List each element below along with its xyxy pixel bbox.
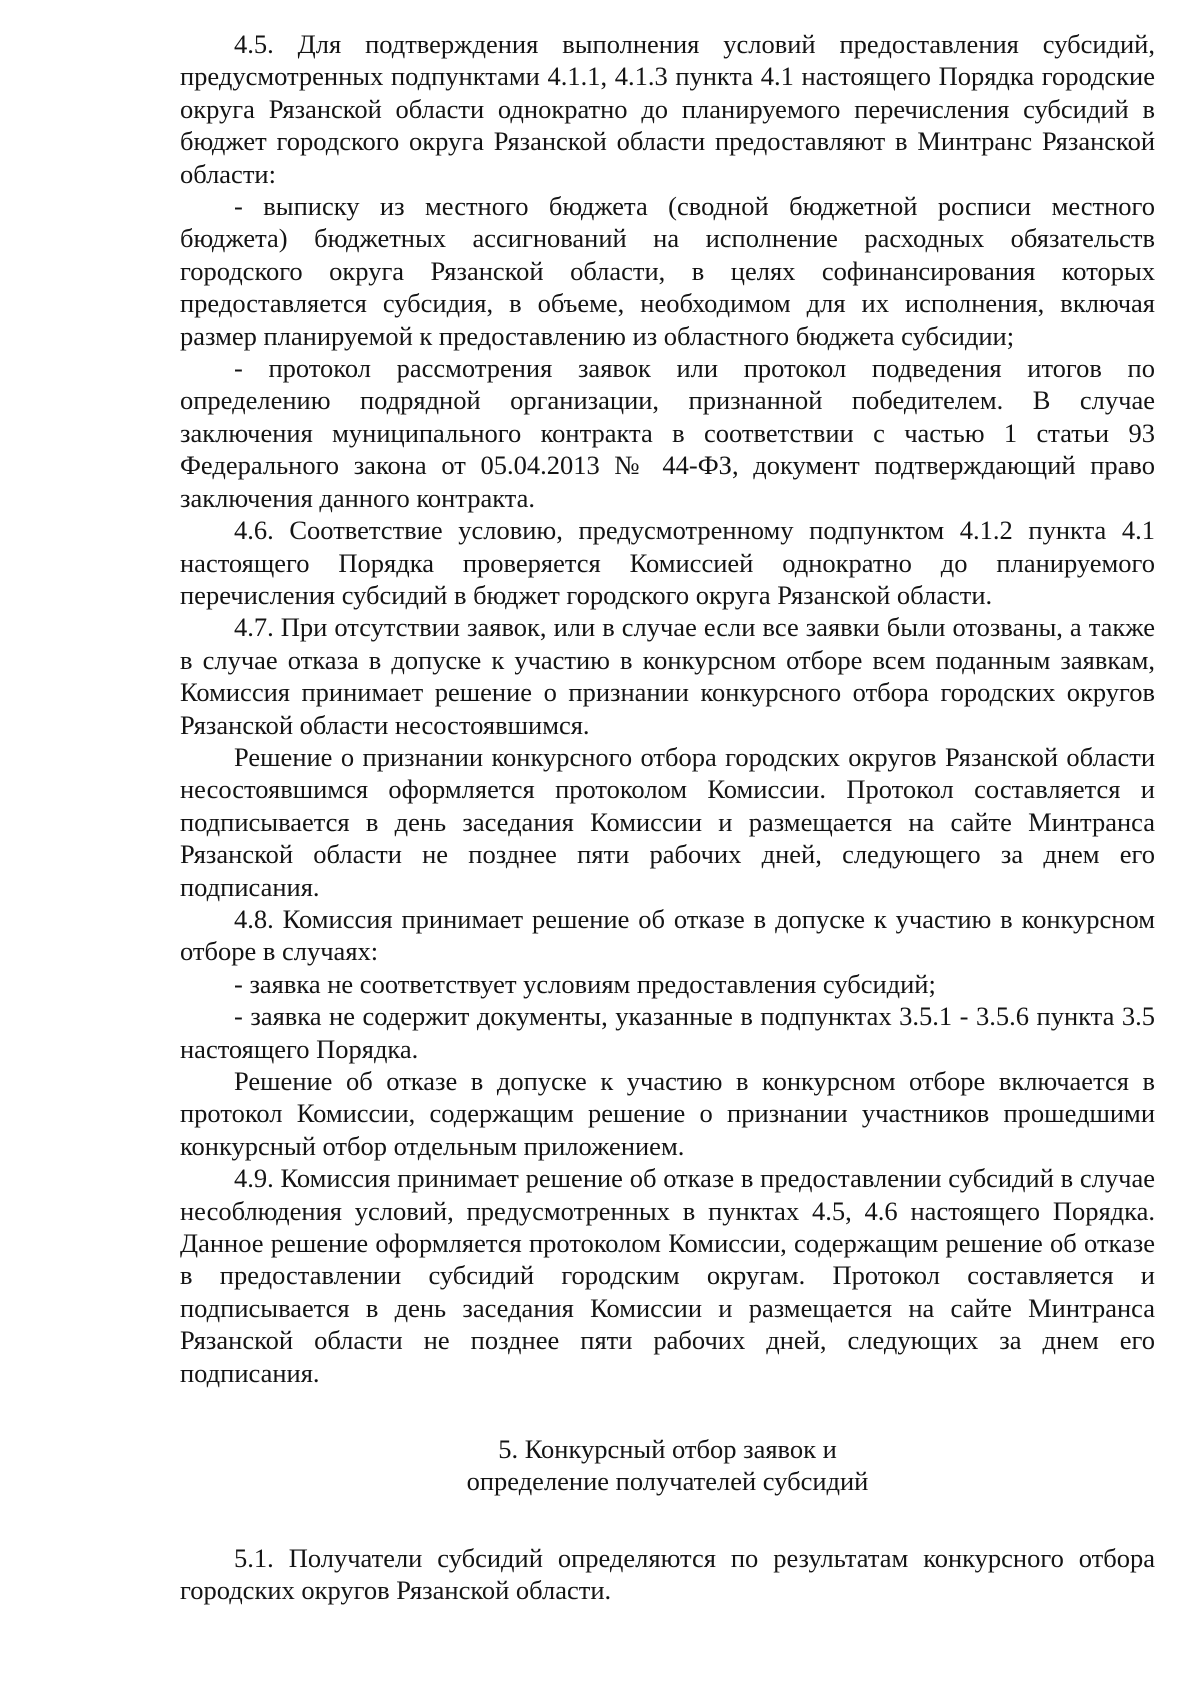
paragraph-4-5: 4.5. Для подтверждения выполнения условий предоставления субсидий, предусмотренных подпунктами 4.1.1, 4.1.3 пункта 4.1 настоящего Порядка городские округа Рязанской области однократно до планируемого перечисления субсидий в бюджет городского округа Рязанской области предоставляют в Минтранс Рязанской области: <box>180 29 1155 189</box>
paragraph-5-1: 5.1. Получатели субсидий определяются по результатам конкурсного отбора городских округов Рязанской области. <box>180 1542 1155 1606</box>
paragraph-4-6: 4.6. Соответствие условию, предусмотренному подпунктом 4.1.2 пункта 4.1 настоящего Порядка проверяется Комиссией однократно до планируемого перечисления субсидий в бюджет городского округа Рязанской области. <box>180 515 1155 610</box>
section-heading-line-2: определение получателей субсидий <box>466 1466 869 1497</box>
paragraph-4-9: 4.9. Комиссия принимает решение об отказе в предоставлении субсидий в случае несоблюдения условий, предусмотренных в пунктах 4.5, 4.6 настоящего Порядка. Данное решение оформляется протоколом Комиссии, содержащим решение об отказе в предоставлении субсидий городским округам. Протокол составляется и подписывается в день заседания Комиссии и размещается на сайте Минтранса Рязанской области не позднее пяти рабочих дней, следующих за днем его подписания. <box>180 1163 1155 1388</box>
paragraph-refusal-reason-2: - заявка не содержит документы, указанные в подпунктах 3.5.1 - 3.5.6 пункта 3.5 настоящего Порядка. <box>180 1001 1155 1064</box>
paragraph-refusal-reason-1: - заявка не соответствует условиям предоставления субсидий; <box>234 968 936 999</box>
paragraph-tender-protocol: - протокол рассмотрения заявок или протокол подведения итогов по определению подрядной организации, признанной победителем. В случае заключения муниципального контракта в соответствии с частью 1 статьи 93 Федерального закона от 05.04.2013 № 44-ФЗ, документ подтверждающий право заключения данного контракта. <box>180 353 1155 513</box>
section-heading-line-1: 5. Конкурсный отбор заявок и <box>498 1434 837 1465</box>
paragraph-4-8: 4.8. Комиссия принимает решение об отказе в допуске к участию в конкурсном отборе в случаях: <box>180 903 1155 967</box>
paragraph-refusal-decision: Решение об отказе в допуске к участию в конкурсном отборе включается в протокол Комиссии, содержащим решение о признании участников прошедшими конкурсный отбор отдельным приложением. <box>180 1066 1155 1161</box>
paragraph-4-7: 4.7. При отсутствии заявок, или в случае если все заявки были отозваны, а также в случае отказа в допуске к участию в конкурсном отборе всем поданным заявкам, Комиссия принимает решение о признании конкурсного отбора городских округов Рязанской области несостоявшимся. <box>180 612 1155 740</box>
document-page <box>180 28 1155 1607</box>
paragraph-budget-extract: - выписку из местного бюджета (сводной бюджетной росписи местного бюджета) бюджетных ассигнований на исполнение расходных обязательств городского округа Рязанской области, в целях софинансирования которых предоставляется субсидия, в объеме, необходимом для их исполнения, включая размер планируемой к предоставлению из областного бюджета субсидии; <box>180 191 1155 351</box>
paragraph-unsuccessful-decision: Решение о признании конкурсного отбора городских округов Рязанской области несостоявшимся оформляется протоколом Комиссии. Протокол составляется и подписывается в день заседания Комиссии и размещается на сайте Минтранса Рязанской области не позднее пяти рабочих дней, следующего за днем его подписания. <box>180 741 1155 902</box>
section-5-heading <box>180 1433 1155 1498</box>
